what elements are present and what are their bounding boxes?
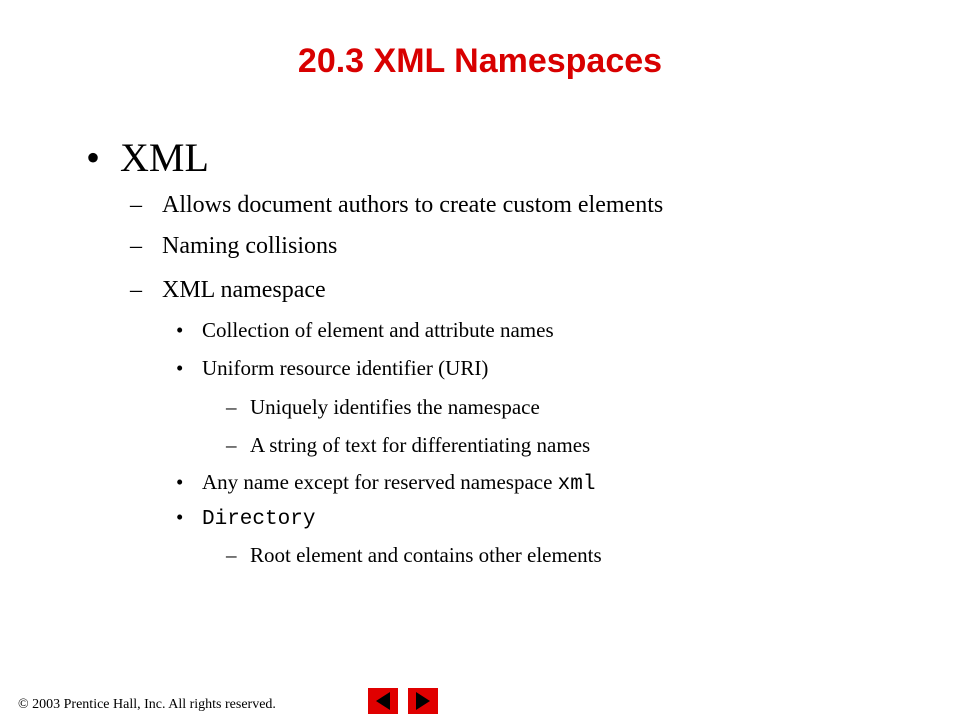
previous-arrow-icon	[368, 688, 398, 714]
dash-marker: –	[130, 233, 142, 259]
detail-root	[226, 543, 602, 568]
dash-marker: –	[226, 433, 237, 457]
sub-bullet-label: XML namespace	[162, 277, 326, 303]
detail-label: Root element and contains other elements	[250, 543, 602, 567]
detail-label: Uniquely identifies the namespace	[250, 395, 540, 419]
dash-marker: –	[130, 277, 142, 303]
detail-string	[226, 433, 590, 458]
item-label: Any name except for reserved namespace	[202, 470, 558, 494]
code-directory: Directory	[202, 508, 316, 531]
item-any-name	[176, 470, 595, 496]
sub-bullet-naming-collisions	[130, 233, 337, 260]
copyright-footer: © 2003 Prentice Hall, Inc. All rights reserved.	[18, 697, 276, 712]
item-uri	[176, 356, 488, 381]
next-slide-button[interactable]	[408, 688, 438, 714]
next-arrow-icon	[408, 688, 438, 714]
sub-bullet-label: Allows document authors to create custom elements	[162, 192, 664, 218]
item-directory	[176, 505, 315, 531]
sub-bullet-xml-namespace	[130, 277, 326, 304]
bullet-marker: •	[176, 470, 184, 494]
item-label: Collection of element and attribute names	[202, 318, 554, 342]
detail-uniquely	[226, 395, 540, 420]
item-collection	[176, 318, 554, 343]
main-bullet-label: XML	[120, 135, 209, 180]
item-label: Uniform resource identifier (URI)	[202, 356, 489, 380]
dash-marker: –	[226, 543, 237, 567]
slide-title: 20.3 XML Namespaces	[297, 42, 663, 80]
bullet-marker: •	[86, 135, 101, 180]
detail-label: A string of text for differentiating names	[250, 433, 591, 457]
dash-marker: –	[226, 395, 237, 419]
main-bullet-xml	[86, 134, 209, 181]
dash-marker: –	[130, 192, 142, 218]
bullet-marker: •	[176, 356, 184, 380]
bullet-marker: •	[176, 505, 184, 529]
previous-slide-button[interactable]	[368, 688, 398, 714]
bullet-marker: •	[176, 318, 184, 342]
sub-bullet-custom-elements	[130, 192, 663, 219]
code-xml: xml	[557, 473, 596, 496]
sub-bullet-label: Naming collisions	[162, 233, 338, 259]
